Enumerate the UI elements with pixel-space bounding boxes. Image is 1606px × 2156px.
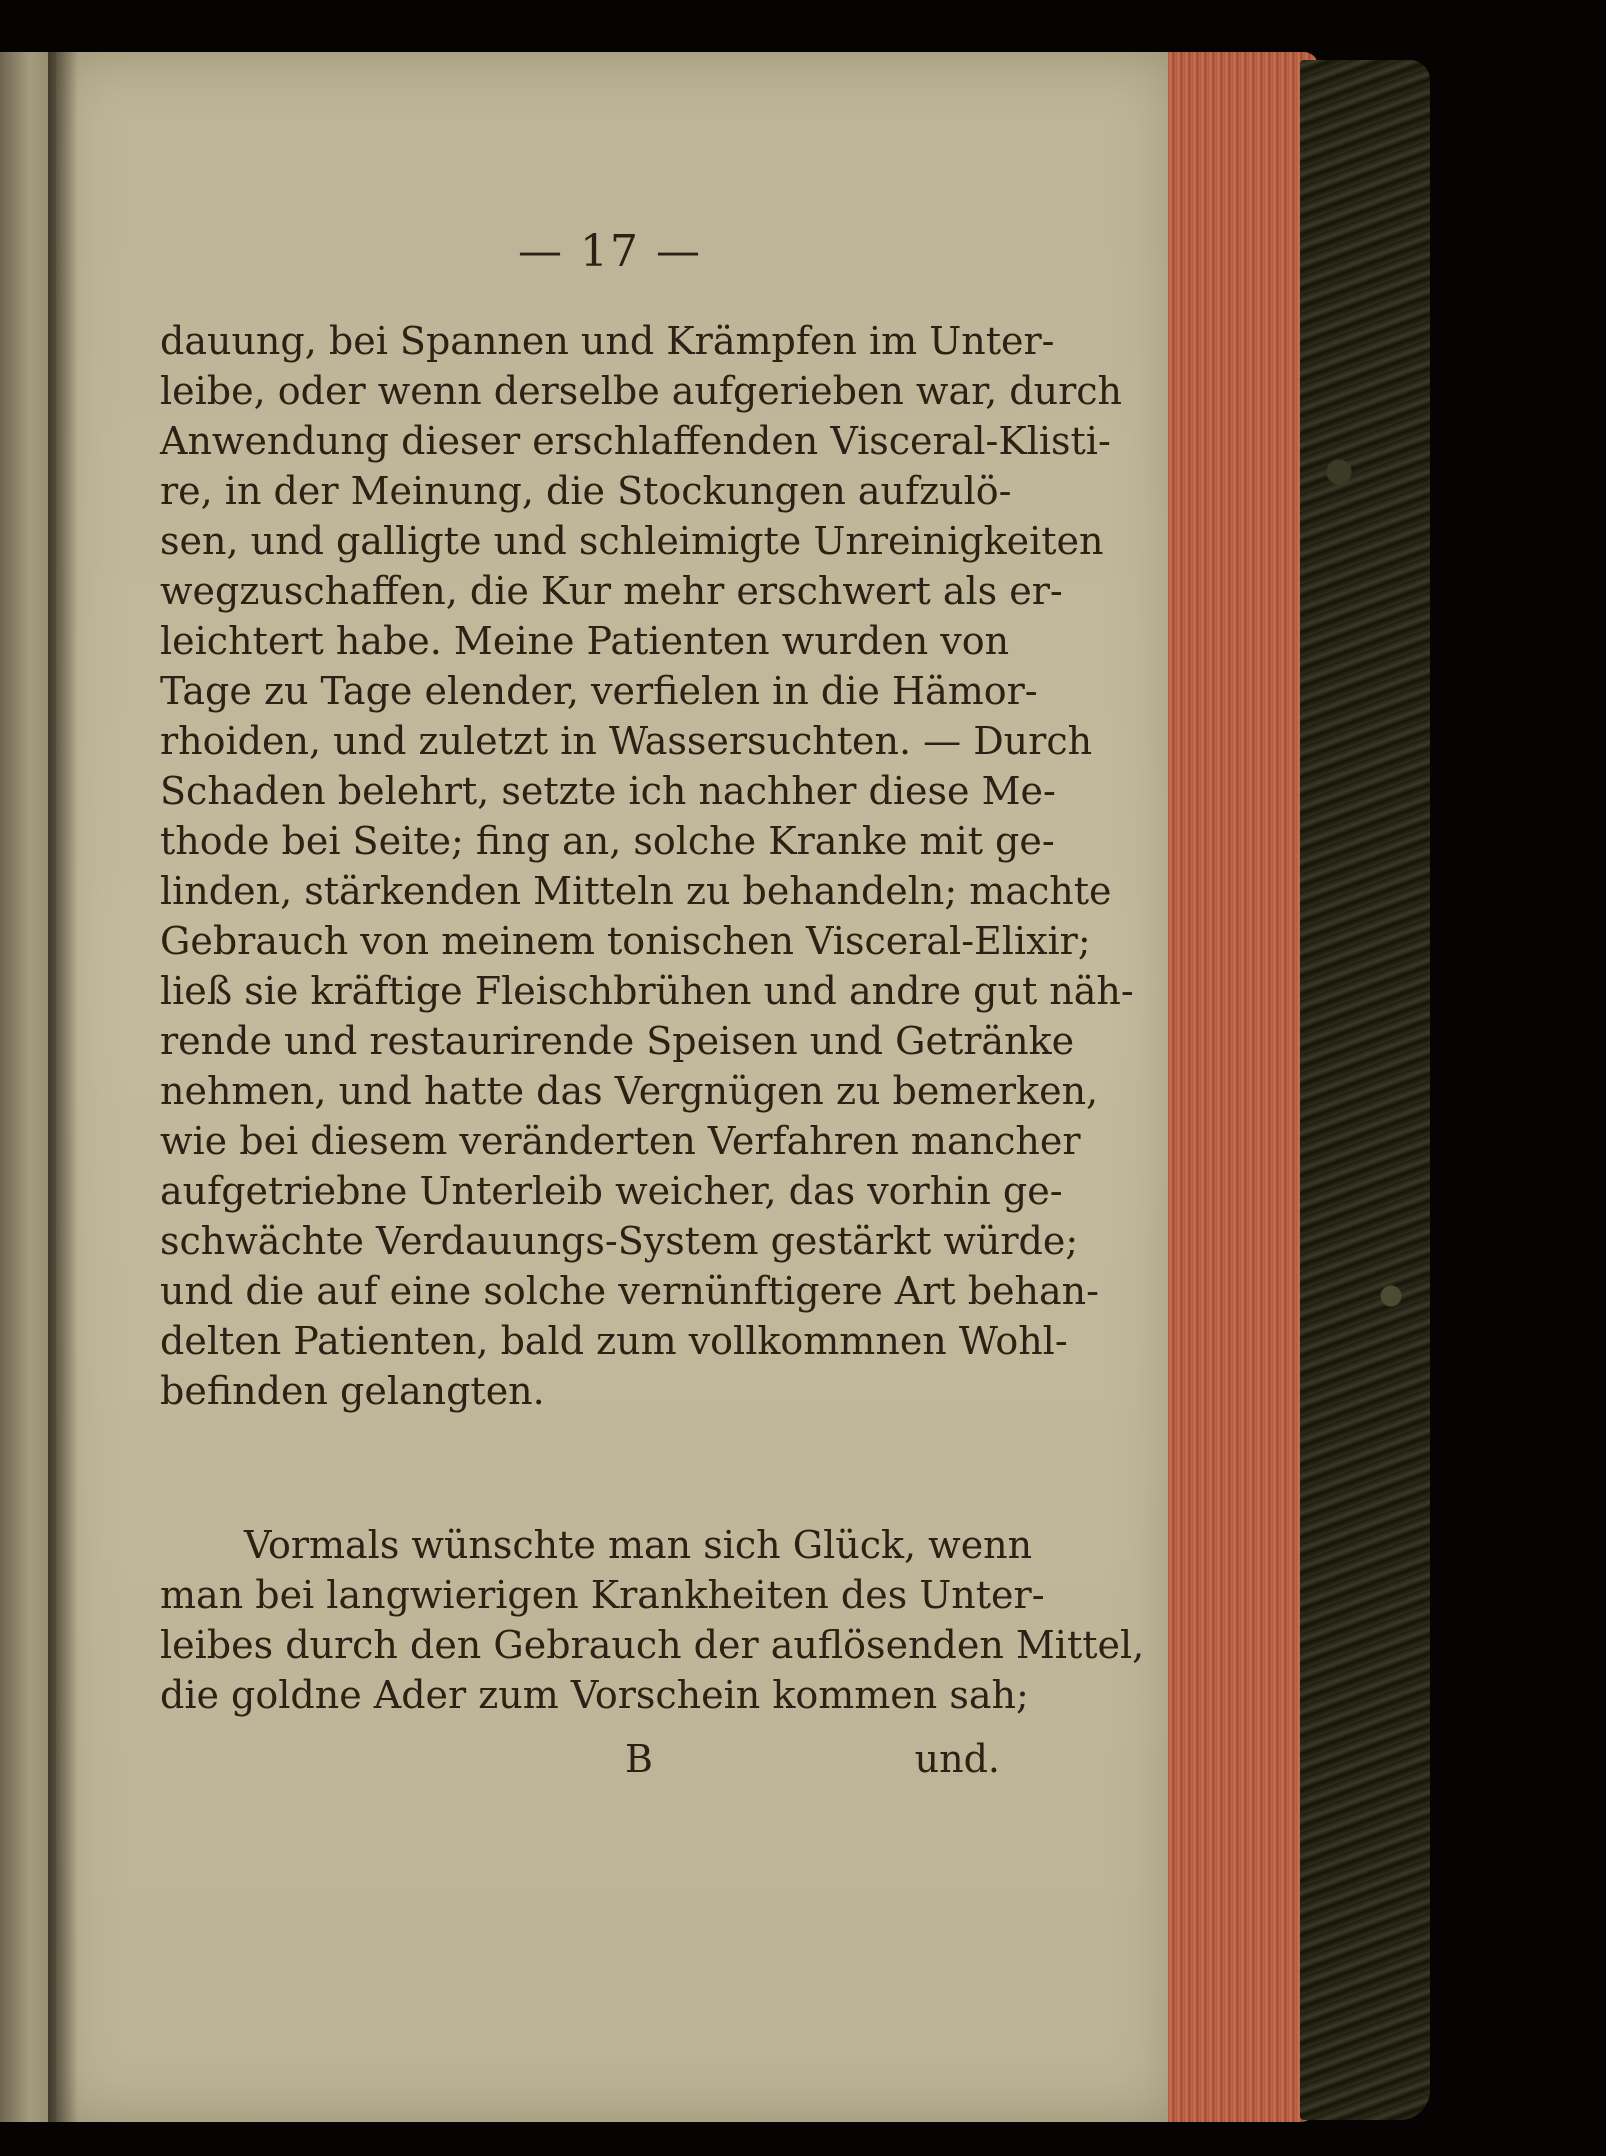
page-edges [1168, 52, 1318, 2122]
text-line: delten Patienten, bald zum vollkommnen Wohl- [160, 1319, 1068, 1363]
text-line: leibe, oder wenn derselbe aufgerieben war, durch [160, 369, 1122, 413]
text-line: leibes durch den Gebrauch der auflösenden Mittel, [160, 1623, 1145, 1667]
paragraph-2 [160, 1520, 1145, 1720]
text-line: Vormals wünschte man sich Glück, wenn [244, 1523, 1033, 1567]
text-line: leichtert habe. Meine Patienten wurden von [160, 619, 1010, 663]
gutter-shadow [48, 52, 78, 2122]
text-line: rende und restaurirende Speisen und Getränke [160, 1019, 1075, 1063]
text-line: nehmen, und hatte das Vergnügen zu bemerken, [160, 1069, 1099, 1113]
text-line: Gebrauch von meinem tonischen Visceral-Elixir; [160, 919, 1091, 963]
text-line: rhoiden, und zuletzt in Wassersuchten. — Durch [160, 719, 1093, 763]
text-line: Schaden belehrt, setzte ich nachher diese Me- [160, 769, 1056, 813]
text-line: sen, und galligte und schleimigte Unreinigkeiten [160, 519, 1104, 563]
text-line: schwächte Verdauungs-System gestärkt würde; [160, 1219, 1079, 1263]
text-line: und die auf eine solche vernünftigere Art behan- [160, 1269, 1099, 1313]
text-line: aufgetriebne Unterleib weicher, das vorhin ge- [160, 1169, 1063, 1213]
text-line: ließ sie kräftige Fleischbrühen und andre gut näh- [160, 969, 1134, 1013]
text-line: die goldne Ader zum Vorschein kommen sah; [160, 1673, 1029, 1717]
text-line: thode bei Seite; fing an, solche Kranke mit ge- [160, 819, 1055, 863]
text-line: re, in der Meinung, die Stockungen aufzulö- [160, 469, 1012, 513]
text-line: linden, stärkenden Mitteln zu behandeln; machte [160, 869, 1112, 913]
text-line: Tage zu Tage elender, verfielen in die Hämor- [160, 669, 1038, 713]
text-line: befinden gelangten. [160, 1369, 545, 1413]
marbled-cover [1300, 60, 1430, 2120]
catchword: und. [914, 1737, 1000, 1781]
signature-mark: B [625, 1737, 653, 1781]
footer-row [160, 1737, 1000, 1787]
text-line: wie bei diesem veränderten Verfahren mancher [160, 1119, 1081, 1163]
text-line: Anwendung dieser erschlaffenden Visceral-Klisti- [160, 419, 1111, 463]
paragraph-1 [160, 316, 1134, 1416]
page-number: — 17 — [518, 226, 702, 277]
text-line: dauung, bei Spannen und Krämpfen im Unter- [160, 319, 1055, 363]
text-line: man bei langwierigen Krankheiten des Unter- [160, 1573, 1045, 1617]
text-line: wegzuschaffen, die Kur mehr erschwert als er- [160, 569, 1063, 613]
